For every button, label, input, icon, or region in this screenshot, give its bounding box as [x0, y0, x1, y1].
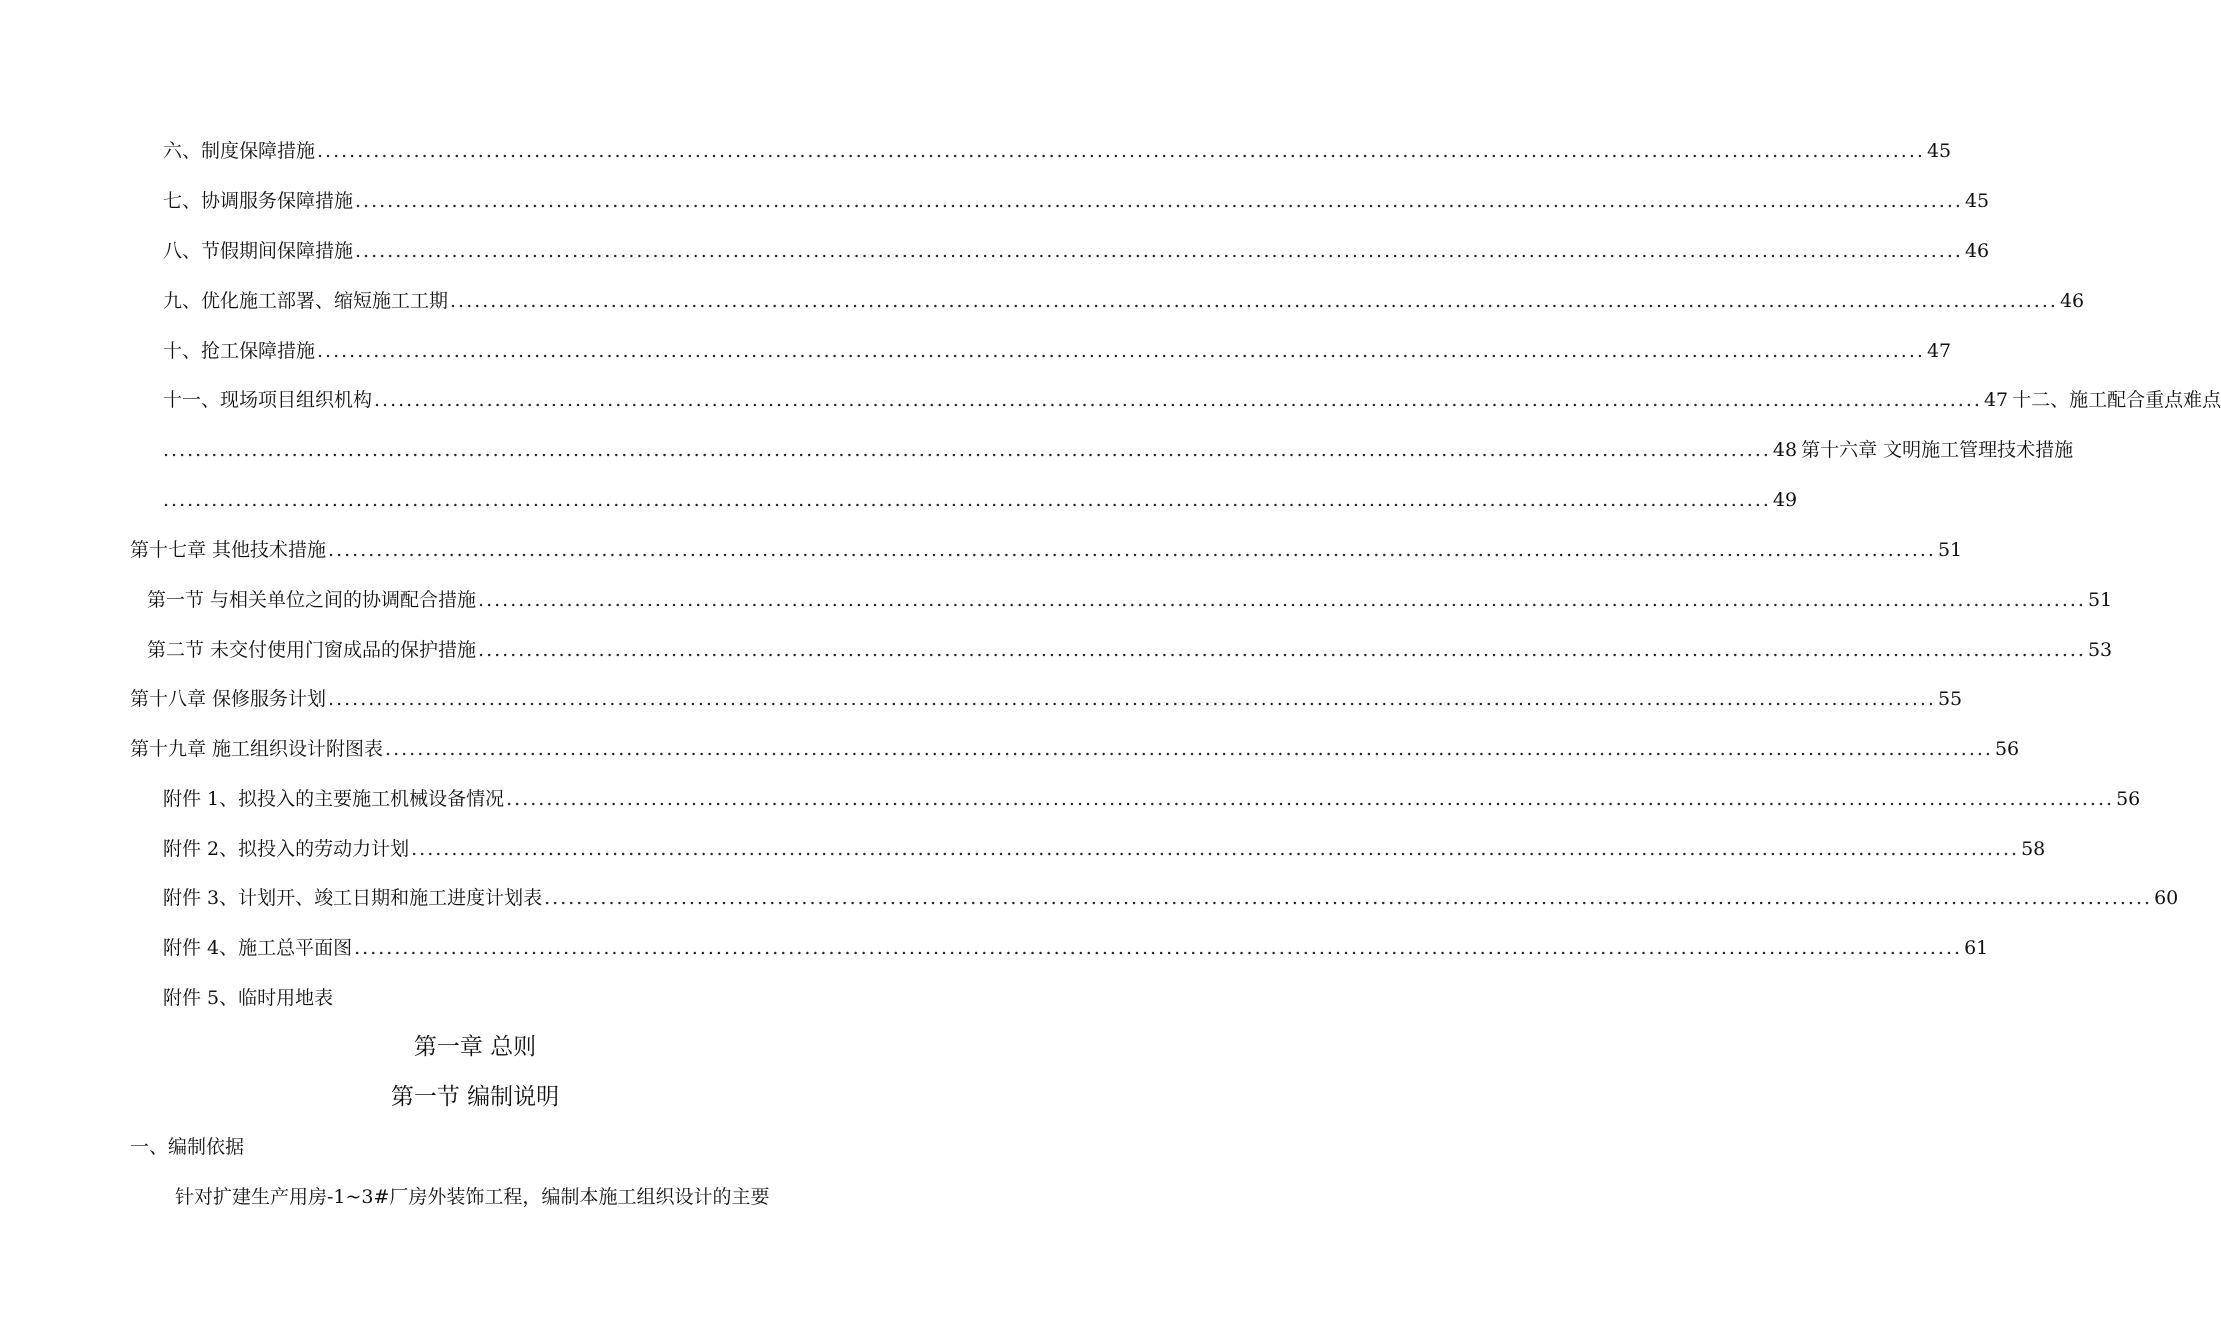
toc-entry-title: 第一节 与相关单位之间的协调配合措施: [147, 589, 477, 611]
toc-entry-page: 61: [1964, 937, 1989, 959]
toc-entry-page: 47: [1983, 389, 2009, 411]
toc-entry-title: 附件 4、施工总平面图: [163, 937, 353, 959]
toc-entry[interactable]: [163, 236, 1990, 266]
toc-entry[interactable]: [163, 336, 1952, 366]
chapter-title: 第一章 总则: [413, 1034, 537, 1060]
toc-leader-dots: ........................................................................................................................................................................................................: [506, 788, 2115, 810]
toc-entry-merged-continued[interactable]: [163, 485, 1798, 515]
toc-entry-chapter[interactable]: [130, 684, 1963, 714]
toc-entry-page: 45: [1964, 190, 1990, 212]
toc-entry-page: 46: [1964, 240, 1990, 262]
toc-entry-page: 49: [1772, 489, 1798, 511]
toc-leader-dots: ........................................................................................................................................................................................................: [317, 340, 1925, 362]
toc-leader-dots: ........................................................................................................................................................................................................: [355, 190, 1963, 212]
toc-entry-title: 附件 2、拟投入的劳动力计划: [163, 838, 410, 860]
toc-entry-title: 八、节假期间保障措施: [163, 240, 354, 262]
toc-leader-dots: ........................................................................................................................................................................................................: [478, 589, 2086, 611]
toc-leader-dots: ........................................................................................................................................................................................................: [163, 439, 1771, 461]
toc-entry-title: 十一、现场项目组织机构: [163, 389, 373, 411]
toc-entry-appendix[interactable]: [163, 834, 2046, 864]
toc-entry-title: 十、抢工保障措施: [163, 340, 316, 362]
toc-entry-merged-continued[interactable]: [163, 435, 2074, 465]
toc-entry[interactable]: [163, 186, 1990, 216]
toc-entry-title: 第十九章 施工组织设计附图表: [130, 738, 384, 760]
toc-entry-title: 七、协调服务保障措施: [163, 190, 354, 212]
toc-entry-page: 45: [1926, 140, 1952, 162]
toc-entry-appendix[interactable]: [163, 933, 1989, 963]
toc-entry-title: 九、优化施工部署、缩短施工工期: [163, 290, 449, 312]
toc-leader-dots: ........................................................................................................................................................................................................: [374, 389, 1982, 411]
toc-entry-page: 51: [1937, 539, 1963, 561]
toc-leader-dots: ........................................................................................................................................................................................................: [355, 240, 1963, 262]
toc-entry-page: 56: [1994, 738, 2020, 760]
toc-entry-page: 56: [2116, 788, 2141, 810]
toc-leader-dots: ........................................................................................................................................................................................................: [328, 688, 1936, 710]
toc-entry-page: 55: [1937, 688, 1963, 710]
toc-entry-title: 第十七章 其他技术措施: [130, 539, 327, 561]
toc-entry-page: 53: [2087, 639, 2113, 661]
toc-leader-dots: ........................................................................................................................................................................................................: [385, 738, 1993, 760]
toc-entry-page: 48: [1772, 439, 1798, 461]
toc-entry-page: 60: [2154, 887, 2179, 909]
toc-leader-dots: ........................................................................................................................................................................................................: [544, 887, 2153, 909]
toc-leader-dots: ........................................................................................................................................................................................................: [163, 489, 1771, 511]
toc-entry-title: 附件 3、计划开、竣工日期和施工进度计划表: [163, 887, 543, 909]
toc-entry-section[interactable]: [147, 635, 2113, 665]
section-title: 第一节 编制说明: [390, 1084, 560, 1110]
toc-entry[interactable]: [163, 136, 1952, 166]
toc-entry-page: 58: [2021, 838, 2046, 860]
toc-entry-title: 附件 1、拟投入的主要施工机械设备情况: [163, 788, 505, 810]
toc-leader-dots: ........................................................................................................................................................................................................: [411, 838, 2020, 860]
toc-entry-page: 51: [2087, 589, 2113, 611]
toc-entry-title: 十二、施工配合重点难点: [2012, 389, 2221, 411]
toc-entry-page: 46: [2059, 290, 2085, 312]
toc-entry-chapter[interactable]: [130, 535, 1963, 565]
toc-entry-section[interactable]: [147, 585, 2113, 615]
toc-leader-dots: ........................................................................................................................................................................................................: [328, 539, 1936, 561]
body-paragraph: 针对扩建生产用房-1~3#厂房外装饰工程，编制本施工组织设计的主要: [175, 1186, 770, 1208]
toc-entry-page: 47: [1926, 340, 1952, 362]
toc-entry-title: 附件 5、临时用地表: [163, 987, 334, 1009]
subheading: 一、编制依据: [130, 1136, 245, 1158]
toc-entry-title: 六、制度保障措施: [163, 140, 316, 162]
toc-entry-merged[interactable]: [163, 385, 2221, 415]
toc-entry-title: 第十八章 保修服务计划: [130, 688, 327, 710]
toc-entry[interactable]: [163, 286, 2085, 316]
toc-leader-dots: ........................................................................................................................................................................................................: [354, 937, 1963, 959]
toc-leader-dots: ........................................................................................................................................................................................................: [478, 639, 2086, 661]
toc-entry-title: 第二节 未交付使用门窗成品的保护措施: [147, 639, 477, 661]
toc-entry-appendix[interactable]: [163, 784, 2141, 814]
toc-leader-dots: ........................................................................................................................................................................................................: [450, 290, 2058, 312]
toc-leader-dots: ........................................................................................................................................................................................................: [317, 140, 1925, 162]
toc-entry-chapter[interactable]: [130, 734, 2020, 764]
toc-entry-title: 第十六章 文明施工管理技术措施: [1801, 439, 2074, 461]
toc-entry-appendix[interactable]: [163, 983, 333, 1013]
toc-entry-appendix[interactable]: [163, 883, 2179, 913]
